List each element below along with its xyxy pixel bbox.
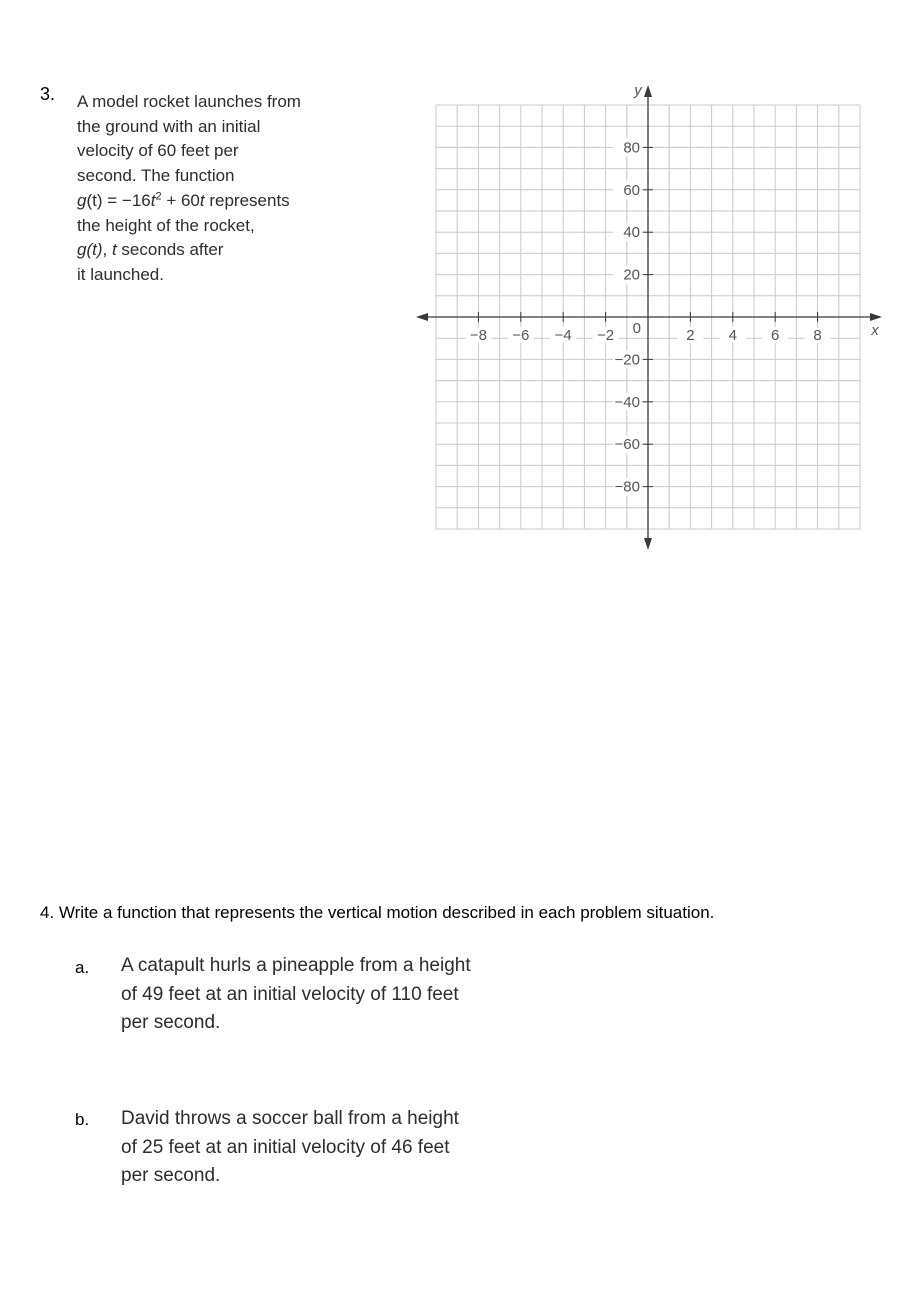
x-axis-left-arrow-icon	[416, 313, 428, 321]
problem-3-line-rest: seconds after	[116, 240, 224, 260]
part-b-line: per second.	[121, 1165, 221, 1186]
part-b-line: David throws a soccer ball from a height	[121, 1108, 459, 1129]
x-tick-label: −2	[597, 327, 615, 344]
problem-3-line: it launched.	[77, 264, 164, 284]
y-tick-label: −80	[614, 478, 640, 496]
problem-3-line: A model rocket launches from	[77, 92, 301, 111]
y-tick-label: 80	[623, 139, 640, 157]
origin-label: 0	[632, 320, 641, 337]
x-axis-label: x	[871, 322, 879, 339]
y-axis-up-arrow-icon	[644, 85, 652, 97]
problem-3-line: velocity of 60 feet per	[77, 141, 239, 161]
equation-variable: t	[199, 190, 205, 210]
part-a-label: a.	[75, 958, 90, 977]
equation-variable: t	[150, 190, 156, 210]
function-argument: (t)	[86, 190, 103, 210]
function-name: g	[77, 190, 87, 210]
x-tick-label: 8	[813, 327, 822, 344]
y-axis-label: y	[634, 82, 642, 99]
x-tick-label: 4	[728, 327, 737, 344]
x-tick-label: −6	[512, 327, 530, 344]
equation-coefficient: = −16	[102, 190, 151, 210]
y-tick-label: −40	[614, 393, 640, 411]
y-tick-label: 60	[623, 181, 640, 199]
x-tick-label: 2	[686, 327, 695, 344]
problem-3-line: second. The function	[77, 166, 235, 186]
problem-4-prompt: 4. Write a function that represents the vertical motion described in each problem situation.	[40, 903, 715, 922]
y-tick-label: 20	[623, 266, 640, 284]
separator: ,	[102, 240, 112, 260]
part-a-line: per second.	[121, 1012, 221, 1033]
function-reference: g(t)	[77, 240, 103, 260]
y-tick-label: −20	[614, 351, 640, 369]
part-a-text	[121, 952, 471, 1038]
part-b-line: of 25 feet at an initial velocity of 46 feet	[121, 1136, 450, 1158]
part-b-text	[121, 1105, 459, 1191]
y-axis-down-arrow-icon	[644, 538, 652, 550]
x-axis-right-arrow-icon	[870, 313, 882, 321]
problem-3-number: 3.	[40, 84, 56, 104]
part-a-line: of 49 feet at an initial velocity of 110 feet	[121, 983, 459, 1005]
problem-3-line: the ground with an initial	[77, 116, 261, 136]
equation-linear-term: + 60	[161, 190, 200, 210]
y-tick-label: −60	[614, 436, 640, 454]
equation-suffix: represents	[204, 190, 290, 210]
part-a-line: A catapult hurls a pineapple from a height	[121, 955, 471, 976]
time-variable: t	[111, 240, 117, 260]
x-tick-label: 6	[771, 327, 780, 344]
coordinate-grid	[0, 0, 916, 600]
part-b-label: b.	[75, 1110, 90, 1129]
problem-3-line: the height of the rocket,	[77, 215, 255, 235]
x-tick-label: −8	[469, 327, 487, 344]
equation-exponent: 2	[155, 190, 162, 203]
x-tick-label: −4	[554, 327, 572, 344]
y-tick-label: 40	[623, 224, 640, 242]
